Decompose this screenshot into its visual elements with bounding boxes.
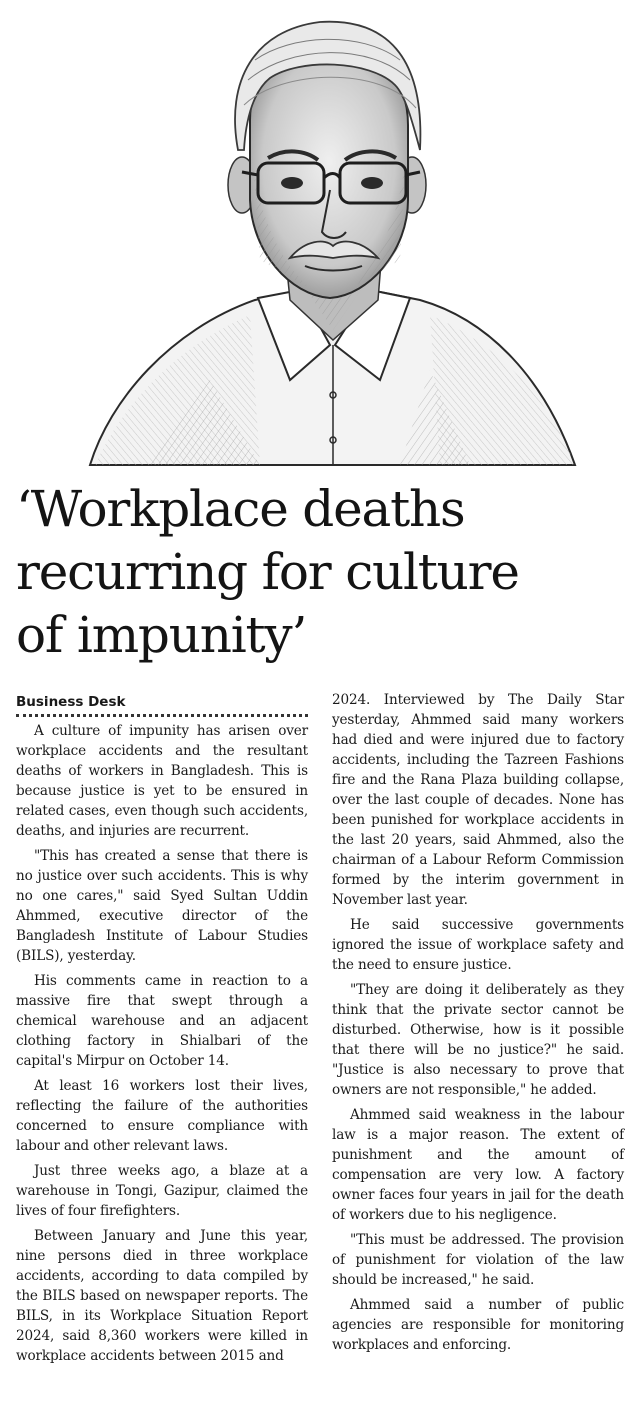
paragraph: 2024. Interviewed by The Daily Star yesterday, Ahmmed said many workers had died and were injured due to factory accidents, including the Tazreen Fashions fire and the Rana Plaza building collapse, over the last couple of decades. None has been punished for workplace accidents in the last 20 years, said Ahmmed, also the chairman of a Labour Reform Commission formed by the interim government in November last year. xyxy=(332,692,624,908)
paragraph: "They are doing it deliberately as they think that the private sector cannot be disturbed. Otherwise, how is it possible that there will be no justice?" he said. "Justice is also necessary to prove that owners are not responsible," he added. xyxy=(332,982,624,1098)
column-left xyxy=(16,690,308,1371)
paragraph: At least 16 workers lost their lives, reflecting the failure of the authorities concerned to ensure compliance with labour and other relevant laws. xyxy=(16,1078,308,1154)
headline-line: recurring for culture xyxy=(16,543,519,601)
portrait-illustration xyxy=(0,0,635,470)
paragraph: Ahmmed said weakness in the labour law is a major reason. The extent of punishment and the amount of compensation are very low. A factory owner faces four years in jail for the death of workers due to his negligence. xyxy=(332,1107,624,1223)
paragraph: His comments came in reaction to a massive fire that swept through a chemical warehouse and an adjacent clothing factory in Shialbari of the capital's Mirpur on October 14. xyxy=(16,973,308,1069)
article-body xyxy=(16,690,624,1371)
byline-divider xyxy=(16,712,308,717)
paragraph: "This must be addressed. The provision of punishment for violation of the law should be increased," he said. xyxy=(332,1232,624,1288)
headline-line: ‘Workplace deaths xyxy=(16,480,465,538)
paragraph: A culture of impunity has arisen over workplace accidents and the resultant deaths of workers in Bangladesh. This is because justice is yet to be ensured in related cases, even though such accidents, deaths, and injuries are recurrent. xyxy=(16,723,308,839)
headline-line: of impunity’ xyxy=(16,606,307,664)
paragraph: He said successive governments ignored the issue of workplace safety and the need to ensure justice. xyxy=(332,917,624,973)
paragraph: Just three weeks ago, a blaze at a warehouse in Tongi, Gazipur, claimed the lives of four firefighters. xyxy=(16,1163,308,1219)
byline: Business Desk xyxy=(16,694,126,710)
paragraph: "This has created a sense that there is no justice over such accidents. This is why no one cares," said Syed Sultan Uddin Ahmmed, executive director of the Bangladesh Institute of Labour Studies (BILS), yesterday. xyxy=(16,848,308,964)
column-right xyxy=(332,690,624,1371)
paragraph: Ahmmed said a number of public agencies are responsible for monitoring workplaces and enforcing. xyxy=(332,1297,624,1353)
paragraph: Between January and June this year, nine persons died in three workplace accidents, according to data compiled by the BILS based on newspaper reports. The BILS, in its Workplace Situation Report 2024, said 8,360 workers were killed in workplace accidents between 2015 and xyxy=(16,1228,308,1364)
headline xyxy=(16,478,628,667)
